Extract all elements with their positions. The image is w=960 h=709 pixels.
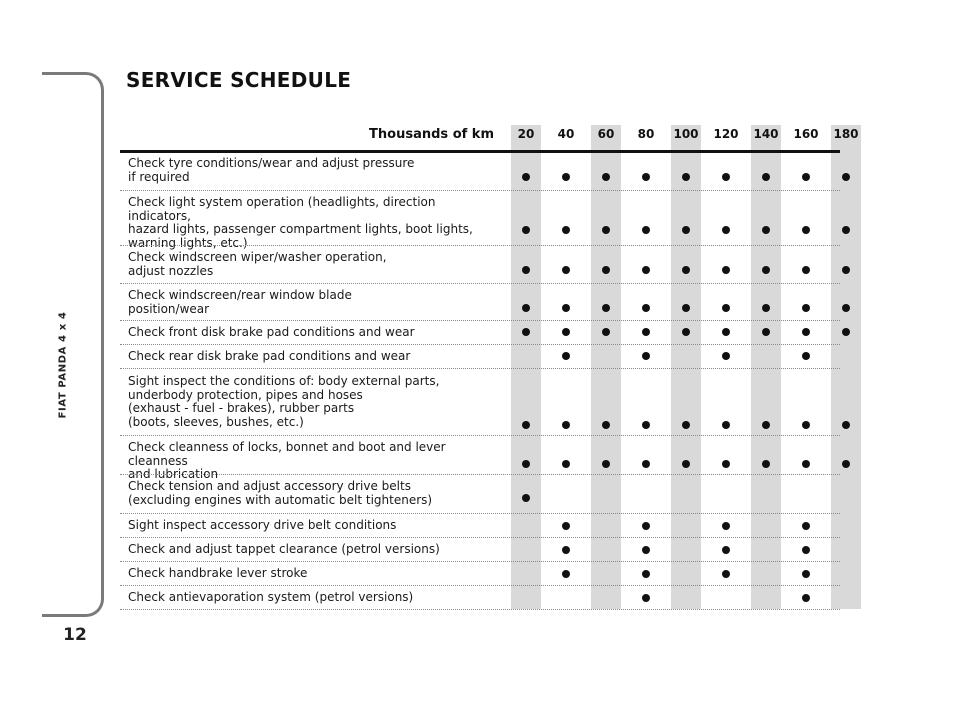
service-due-dot: [842, 266, 850, 274]
service-due-dot: [562, 328, 570, 336]
service-due-dot: [522, 304, 530, 312]
row-separator: [120, 474, 840, 475]
service-due-dot: [562, 460, 570, 468]
service-due-dot: [762, 421, 770, 429]
service-due-dot: [602, 328, 610, 336]
row-separator: [120, 283, 840, 284]
row-separator: [120, 585, 840, 586]
service-due-dot: [522, 494, 530, 502]
service-due-dot: [802, 328, 810, 336]
row-separator: [120, 609, 840, 610]
column-header-km: 60: [597, 127, 615, 141]
service-due-dot: [642, 421, 650, 429]
service-due-dot: [562, 352, 570, 360]
service-due-dot: [722, 352, 730, 360]
row-separator: [120, 435, 840, 436]
column-header-km: 180: [833, 127, 859, 141]
service-due-dot: [642, 173, 650, 181]
service-due-dot: [722, 460, 730, 468]
page-number: 12: [63, 625, 87, 645]
row-separator: [120, 368, 840, 369]
service-due-dot: [722, 421, 730, 429]
schedule-row-label: Check front disk brake pad conditions and wear: [128, 325, 415, 339]
service-due-dot: [522, 460, 530, 468]
service-due-dot: [802, 546, 810, 554]
service-due-dot: [642, 352, 650, 360]
column-header-km: 120: [713, 127, 739, 141]
service-due-dot: [682, 460, 690, 468]
row-separator: [120, 190, 840, 191]
schedule-row-label: Check windscreen wiper/washer operation, adjust nozzles: [128, 250, 387, 278]
header-rule: [120, 150, 840, 153]
sidebar-label-text: FIAT PANDA 4 x 4: [57, 311, 69, 419]
service-due-dot: [562, 570, 570, 578]
service-due-dot: [602, 226, 610, 234]
service-due-dot: [762, 328, 770, 336]
service-due-dot: [522, 266, 530, 274]
service-due-dot: [522, 226, 530, 234]
service-due-dot: [802, 522, 810, 530]
service-due-dot: [562, 226, 570, 234]
service-due-dot: [842, 173, 850, 181]
service-due-dot: [602, 421, 610, 429]
column-header-km: 20: [517, 127, 535, 141]
service-due-dot: [842, 421, 850, 429]
column-header-km: 40: [557, 127, 575, 141]
service-due-dot: [682, 421, 690, 429]
service-due-dot: [762, 460, 770, 468]
schedule-row-label: Check handbrake lever stroke: [128, 566, 308, 580]
service-due-dot: [642, 594, 650, 602]
service-due-dot: [682, 304, 690, 312]
row-separator: [120, 513, 840, 514]
service-due-dot: [722, 266, 730, 274]
schedule-row-label: Check tyre conditions/wear and adjust pressure if required: [128, 156, 415, 184]
service-due-dot: [722, 546, 730, 554]
schedule-row-label: Check cleanness of locks, bonnet and boot and lever cleanness and lubrication: [128, 440, 446, 481]
schedule-row-label: Check rear disk brake pad conditions and wear: [128, 349, 411, 363]
service-due-dot: [642, 570, 650, 578]
service-due-dot: [642, 522, 650, 530]
row-separator: [120, 561, 840, 562]
schedule-row-label: Check light system operation (headlights, direction indicators, hazard lights, passenger compartment lights, boot lights, warning lights, etc.): [128, 195, 473, 250]
row-separator: [120, 344, 840, 345]
service-due-dot: [842, 460, 850, 468]
service-due-dot: [802, 352, 810, 360]
service-due-dot: [642, 460, 650, 468]
service-due-dot: [602, 266, 610, 274]
service-due-dot: [762, 173, 770, 181]
column-header-km: 160: [793, 127, 819, 141]
column-header-km: 140: [753, 127, 779, 141]
service-due-dot: [642, 226, 650, 234]
service-due-dot: [562, 546, 570, 554]
schedule-row-label: Check tension and adjust accessory drive belts (excluding engines with automatic belt tighteners): [128, 479, 433, 507]
service-due-dot: [722, 304, 730, 312]
service-due-dot: [802, 570, 810, 578]
service-due-dot: [562, 522, 570, 530]
schedule-row-label: Check antievaporation system (petrol versions): [128, 590, 414, 604]
service-due-dot: [842, 328, 850, 336]
service-due-dot: [602, 460, 610, 468]
service-due-dot: [522, 421, 530, 429]
row-separator: [120, 320, 840, 321]
service-due-dot: [802, 266, 810, 274]
row-separator: [120, 245, 840, 246]
service-due-dot: [722, 173, 730, 181]
service-due-dot: [562, 304, 570, 312]
service-due-dot: [602, 173, 610, 181]
service-due-dot: [562, 421, 570, 429]
service-due-dot: [602, 304, 610, 312]
service-due-dot: [562, 173, 570, 181]
service-due-dot: [642, 328, 650, 336]
schedule-row-label: Check windscreen/rear window blade position/wear: [128, 288, 352, 316]
service-due-dot: [762, 266, 770, 274]
column-header-km: 80: [637, 127, 655, 141]
service-due-dot: [682, 266, 690, 274]
service-due-dot: [802, 173, 810, 181]
schedule-row-label: Sight inspect accessory drive belt conditions: [128, 518, 397, 532]
service-due-dot: [802, 226, 810, 234]
service-due-dot: [802, 304, 810, 312]
header-thousands-km: Thousands of km: [369, 127, 494, 142]
service-due-dot: [802, 421, 810, 429]
schedule-row-label: Sight inspect the conditions of: body external parts, underbody protection, pipes and hoses (exhaust - fuel - brakes), rubber parts (boots, sleeves, bushes, etc.): [128, 374, 440, 429]
service-due-dot: [802, 460, 810, 468]
service-due-dot: [562, 266, 570, 274]
service-due-dot: [642, 304, 650, 312]
service-due-dot: [722, 522, 730, 530]
service-due-dot: [842, 304, 850, 312]
service-due-dot: [762, 226, 770, 234]
schedule-row-label: Check and adjust tappet clearance (petrol versions): [128, 542, 440, 556]
service-due-dot: [802, 594, 810, 602]
service-due-dot: [842, 226, 850, 234]
service-due-dot: [762, 304, 770, 312]
service-due-dot: [682, 328, 690, 336]
service-due-dot: [722, 328, 730, 336]
page-title: SERVICE SCHEDULE: [126, 68, 352, 92]
service-due-dot: [522, 173, 530, 181]
service-due-dot: [642, 266, 650, 274]
service-due-dot: [642, 546, 650, 554]
service-due-dot: [522, 328, 530, 336]
service-due-dot: [682, 173, 690, 181]
row-separator: [120, 537, 840, 538]
page-side-frame: [42, 72, 104, 617]
column-header-km: 100: [673, 127, 699, 141]
service-due-dot: [722, 226, 730, 234]
service-due-dot: [722, 570, 730, 578]
service-due-dot: [682, 226, 690, 234]
